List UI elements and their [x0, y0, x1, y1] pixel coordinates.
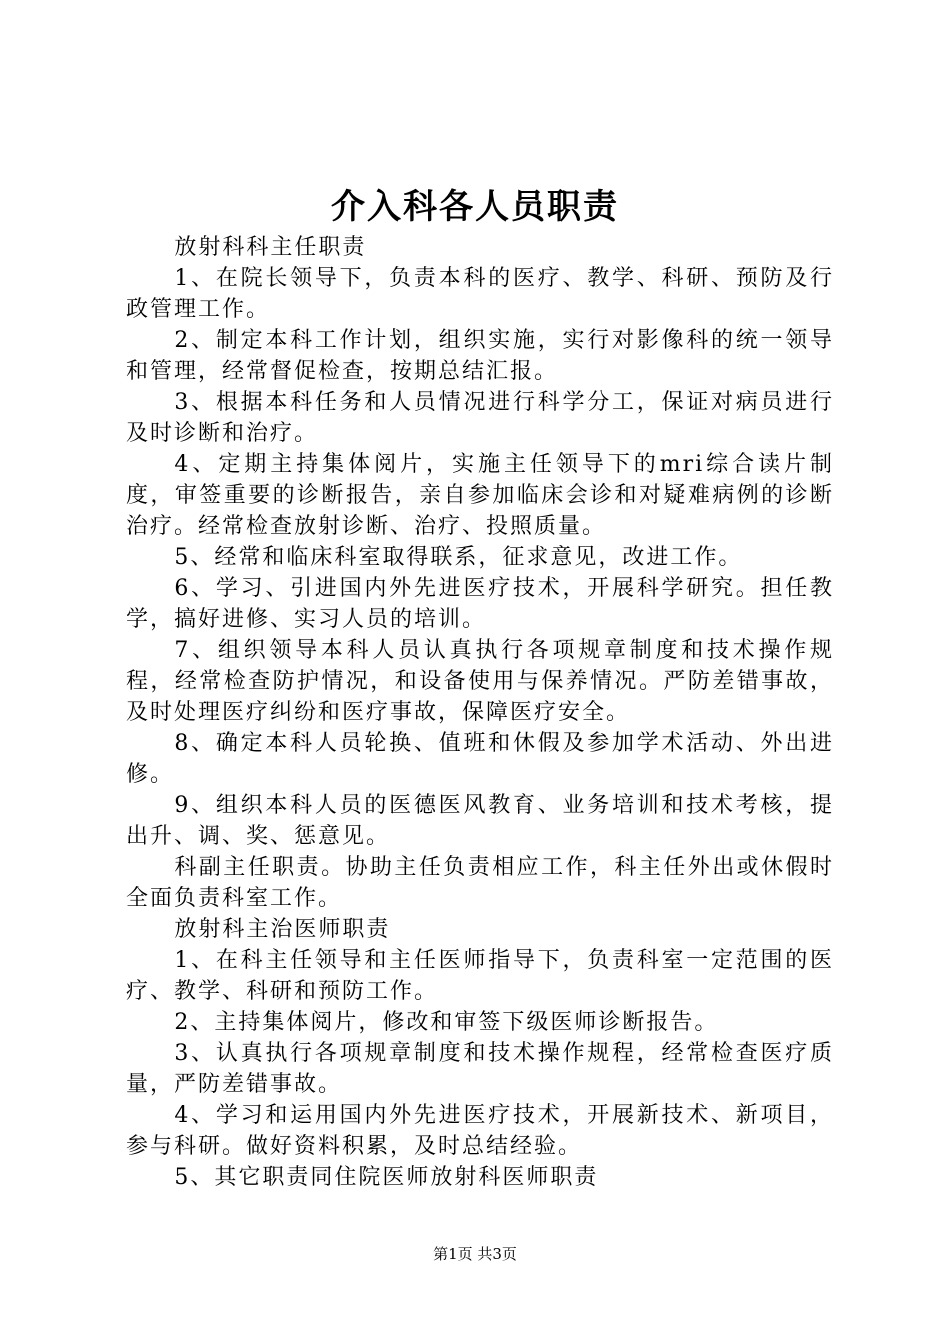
page-footer: 第1页 共3页 — [433, 1245, 517, 1263]
section-heading-director: 放射科科主任职责 — [174, 235, 367, 260]
paragraph: 科副主任职责。协助主任负责相应工作，科主任外出或休假时全面负责科室工作。 — [126, 855, 834, 911]
section-heading-attending: 放射科主治医师职责 — [174, 917, 391, 942]
paragraph: 4、学习和运用国内外先进医疗技术，开展新技术、新项目，参与科研。做好资料积累，及时总结经验。 — [126, 1103, 834, 1159]
paragraph: 9、组织本科人员的医德医风教育、业务培训和技术考核，提出升、调、奖、惩意见。 — [126, 793, 834, 849]
document-title: 介入科各人员职责 — [331, 187, 619, 227]
paragraph: 2、制定本科工作计划，组织实施，实行对影像科的统一领导和管理，经常督促检查，按期总结汇报。 — [126, 328, 834, 384]
paragraph: 2、主持集体阅片，修改和审签下级医师诊断报告。 — [174, 1010, 719, 1035]
paragraph: 6、学习、引进国内外先进医疗技术，开展科学研究。担任教学，搞好进修、实习人员的培训。 — [126, 576, 834, 632]
paragraph: 1、在科主任领导和主任医师指导下，负责科室一定范围的医疗、教学、科研和预防工作。 — [126, 948, 834, 1004]
paragraph: 5、经常和临床科室取得联系，征求意见，改进工作。 — [174, 545, 743, 570]
paragraph: 4、定期主持集体阅片，实施主任领导下的mri综合读片制度，审签重要的诊断报告，亲自参加临床会诊和对疑难病例的诊断治疗。经常检查放射诊断、治疗、投照质量。 — [126, 452, 834, 539]
paragraph: 7、组织领导本科人员认真执行各项规章制度和技术操作规程，经常检查防护情况，和设备使用与保养情况。严防差错事故，及时处理医疗纠纷和医疗事故，保障医疗安全。 — [126, 638, 834, 725]
paragraph: 3、认真执行各项规章制度和技术操作规程，经常检查医疗质量，严防差错事故。 — [126, 1041, 834, 1097]
paragraph: 8、确定本科人员轮换、值班和休假及参加学术活动、外出进修。 — [126, 731, 834, 787]
paragraph: 5、其它职责同住院医师放射科医师职责 — [174, 1165, 599, 1190]
paragraph: 1、在院长领导下，负责本科的医疗、教学、科研、预防及行政管理工作。 — [126, 266, 834, 322]
document-body — [126, 232, 834, 1193]
paragraph: 3、根据本科任务和人员情况进行科学分工，保证对病员进行及时诊断和治疗。 — [126, 390, 834, 446]
